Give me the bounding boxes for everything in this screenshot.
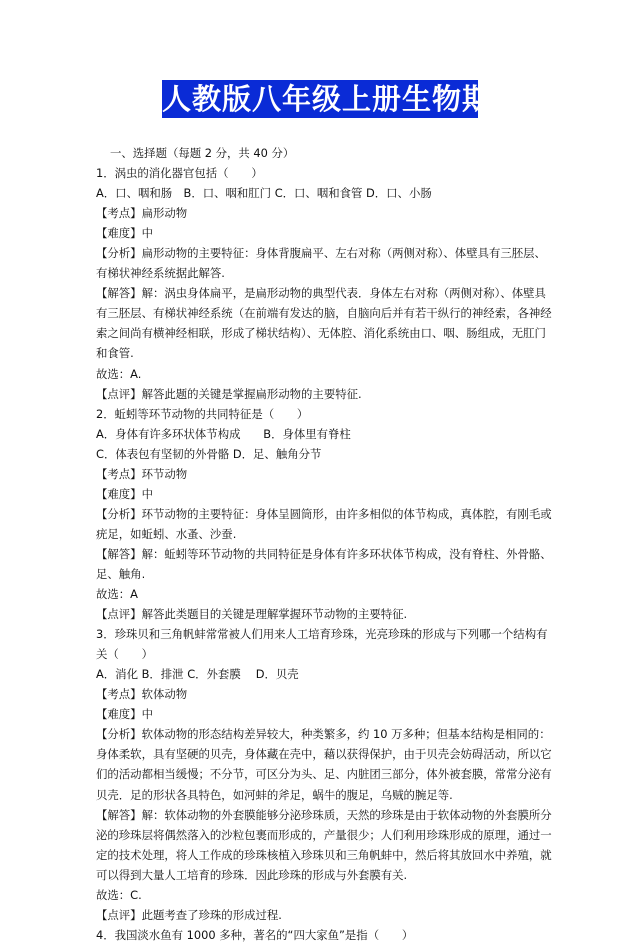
- text-line: 和食管.: [96, 346, 134, 361]
- text-line: 可以得到大量人工培育的珍珠．因此珍珠的形成与外套膜有关.: [96, 867, 408, 882]
- text-line: 故选：A: [96, 587, 138, 602]
- text-line: 关（ ）: [96, 647, 153, 662]
- text-line: 故选：A.: [96, 366, 142, 381]
- text-line: 【考点】环节动物: [96, 466, 188, 481]
- text-line: 1．涡虫的消化器官包括（ ）: [96, 166, 263, 181]
- section-heading: 一、选择题（每题 2 分，共 40 分）: [110, 146, 295, 160]
- text-line: 【点评】解答此类题目的关键是理解掌握环节动物的主要特征.: [96, 607, 408, 622]
- text-line: 贝壳．足的形状各具特色，如河蚌的斧足，蜗牛的腹足，乌贼的腕足等.: [96, 787, 453, 802]
- text-line: C．体表包有坚韧的外骨骼 D．足、触角分节: [96, 446, 322, 461]
- document-body: [96, 143, 558, 945]
- text-line: 们的活动都相当缓慢；不分节，可区分为头、足、内脏团三部分，体外被套膜，常常分泌有: [96, 767, 552, 782]
- text-line: 4．我国淡水鱼有 1000 多种，著名的“四大家鱼”是指（ ）: [96, 927, 414, 942]
- text-line: 【解答】解：蚯蚓等环节动物的共同特征是身体有许多环状体节构成，没有脊柱、外骨骼、: [96, 546, 552, 561]
- text-line: 【点评】解答此题的关键是掌握扁形动物的主要特征.: [96, 386, 362, 401]
- text-line: 【考点】软体动物: [96, 687, 188, 702]
- text-line: 【分析】软体动物的形态结构差异较大，种类繁多，约 10 万多种；但基本结构是相同的：: [96, 727, 551, 742]
- text-line: 【考点】扁形动物: [96, 206, 188, 221]
- text-line: 【解答】解：软体动物的外套膜能够分泌珍珠质，天然的珍珠是由于软体动物的外套膜所分: [96, 807, 552, 822]
- text-line: 【解答】解：涡虫身体扁平，是扁形动物的典型代表．身体左右对称（两侧对称）、体壁具: [96, 286, 546, 301]
- text-line: 【难度】中: [96, 707, 153, 722]
- text-line: 有三胚层、有梯状神经系统（在前端有发达的脑，自脑向后并有若干纵行的神经索，各神经: [96, 306, 552, 321]
- text-line: 有梯状神经系统据此解答.: [96, 266, 225, 281]
- text-line: 2．蚯蚓等环节动物的共同特征是（ ）: [96, 406, 309, 421]
- text-line: 3．珍珠贝和三角帆蚌常常被人们用来人工培育珍珠，光亮珍珠的形成与下列哪一个结构有: [96, 627, 548, 642]
- text-line: 索之间尚有横神经相联，形成了梯状结构）、无体腔、消化系统由口、咽、肠组成，无肛门: [96, 326, 546, 341]
- text-line: 【难度】中: [96, 486, 153, 501]
- text-line: 【难度】中: [96, 226, 153, 241]
- text-line: 【分析】扁形动物的主要特征：身体背腹扁平、左右对称（两侧对称）、体壁具有三胚层、: [96, 246, 546, 261]
- text-line: 【点评】此题考查了珍珠的形成过程.: [96, 907, 282, 922]
- text-line: 足、触角.: [96, 566, 146, 581]
- text-line: A．消化 B．排泄 C．外套膜 D．贝壳: [96, 667, 299, 682]
- text-line: 故选：C.: [96, 887, 142, 902]
- text-line: A．口、咽和肠 B．口、咽和肛门 C．口、咽和食管 D．口、小肠: [96, 186, 432, 201]
- text-line: 身体柔软，具有坚硬的贝壳，身体藏在壳中，藉以获得保护，由于贝壳会妨碍活动，所以它: [96, 747, 552, 762]
- document-title: 人教版八年级上册生物期末卷: [162, 82, 553, 116]
- text-line: 泌的珍珠层将偶然落入的沙粒包裹而形成的，产量很少；人们利用珍珠形成的原理，通过一: [96, 827, 552, 842]
- text-line: 【分析】环节动物的主要特征：身体呈圆筒形，由许多相似的体节构成，真体腔，有刚毛或: [96, 506, 552, 521]
- text-line: 疣足，如蚯蚓、水蚤、沙蚕.: [96, 526, 237, 541]
- text-line: 定的技术处理，将人工作成的珍珠核植入珍珠贝和三角帆蚌中，然后将其放回水中养殖，就: [96, 847, 552, 862]
- text-line: A．身体有许多环状体节构成 B．身体里有脊柱: [96, 426, 351, 441]
